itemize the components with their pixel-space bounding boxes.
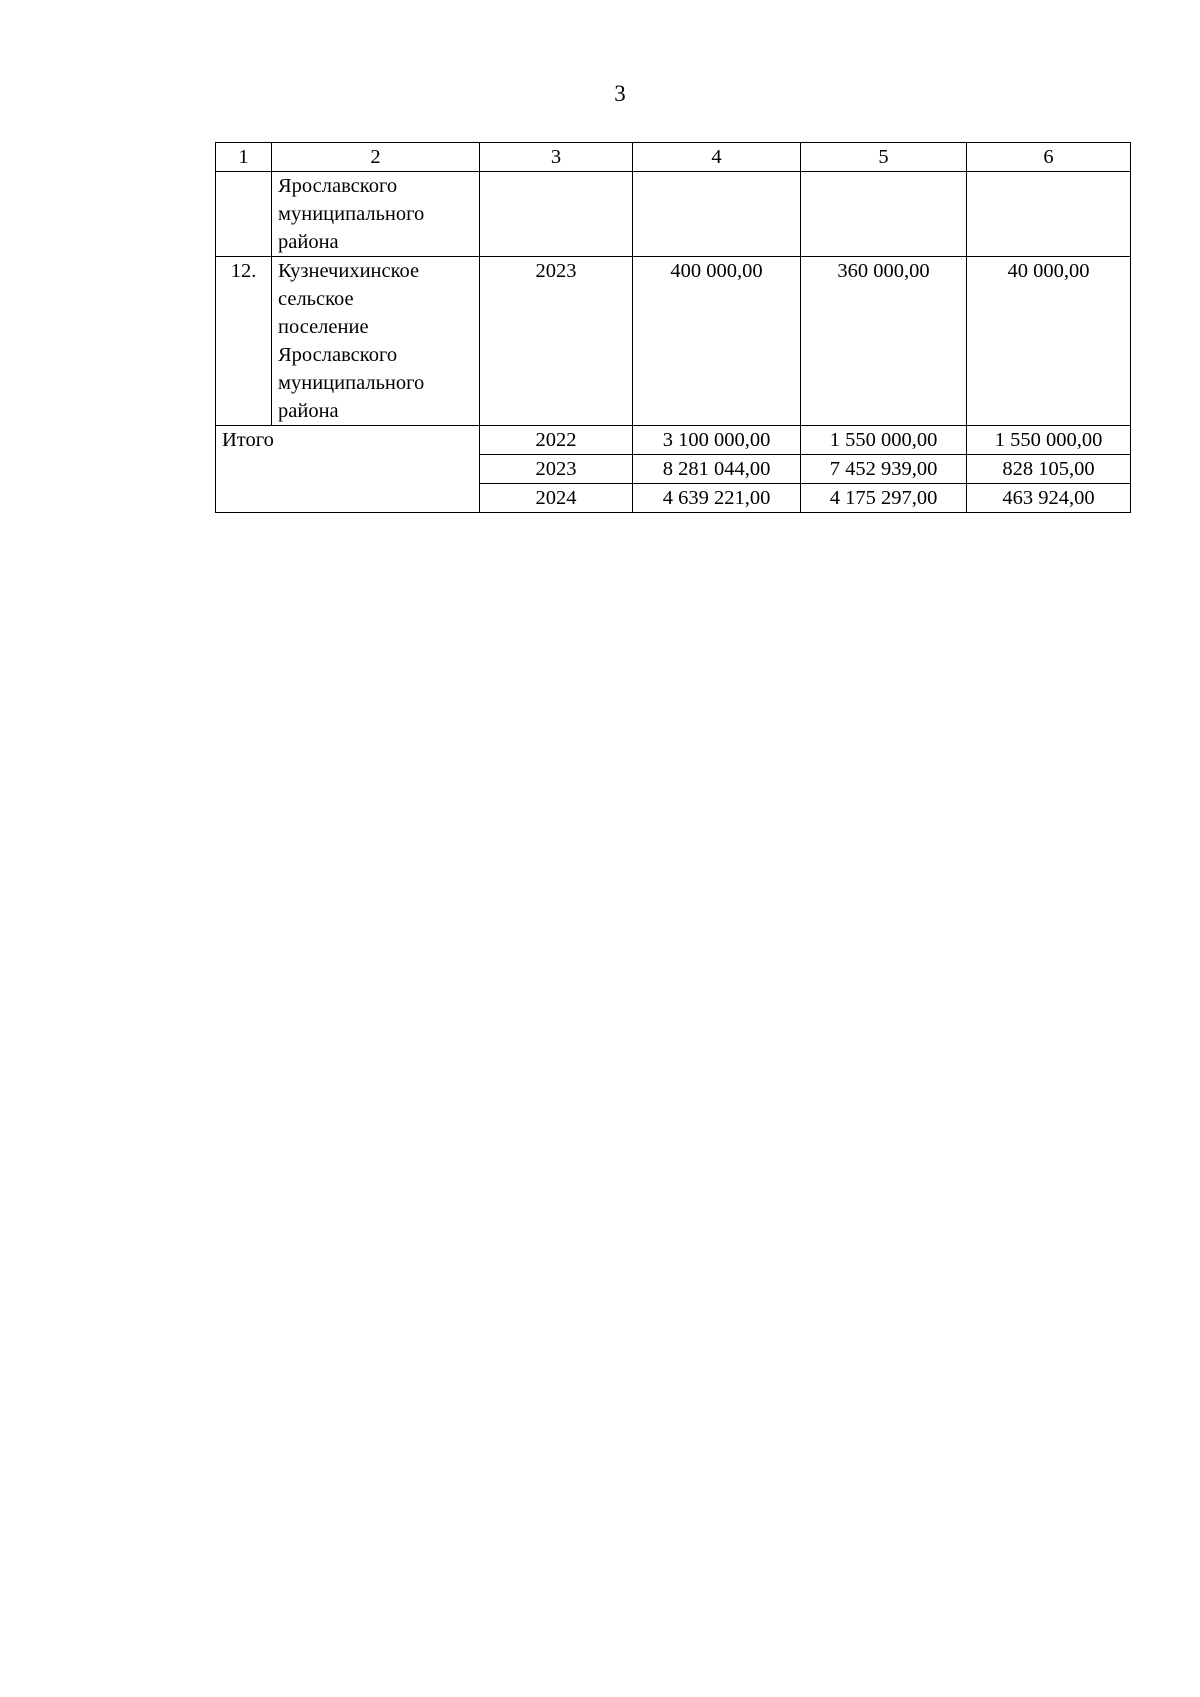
name-line: поселение xyxy=(278,316,369,338)
name-line: сельское xyxy=(278,288,354,310)
header-col-2: 2 xyxy=(272,143,480,172)
local-amount-cell: 40 000,00 xyxy=(967,257,1131,426)
municipality-name xyxy=(272,172,480,257)
header-col-3: 3 xyxy=(480,143,633,172)
totals-row xyxy=(216,426,1131,455)
name-line: муниципального xyxy=(278,203,425,225)
totals-total-cell: 8 281 044,00 xyxy=(633,455,801,484)
year-cell: 2023 xyxy=(480,257,633,426)
totals-regional-cell: 1 550 000,00 xyxy=(801,426,967,455)
name-line: района xyxy=(278,400,339,422)
totals-year-cell: 2022 xyxy=(480,426,633,455)
regional-amount-cell: 360 000,00 xyxy=(801,257,967,426)
header-col-1: 1 xyxy=(216,143,272,172)
table-header-row xyxy=(216,143,1131,172)
totals-total-cell: 4 639 221,00 xyxy=(633,484,801,513)
total-amount-cell: 400 000,00 xyxy=(633,257,801,426)
totals-local-cell: 1 550 000,00 xyxy=(967,426,1131,455)
name-line: Ярославского xyxy=(278,175,398,197)
municipality-name xyxy=(272,257,480,426)
budget-table xyxy=(215,142,1131,513)
total-amount-cell xyxy=(633,172,801,257)
year-cell xyxy=(480,172,633,257)
name-line: Ярославского xyxy=(278,344,398,366)
totals-regional-cell: 4 175 297,00 xyxy=(801,484,967,513)
page-number: 3 xyxy=(614,81,626,106)
table-row xyxy=(216,257,1131,426)
header-col-6: 6 xyxy=(967,143,1131,172)
row-number xyxy=(216,172,272,257)
row-number: 12. xyxy=(216,257,272,426)
name-line: Кузнечихинское xyxy=(278,260,420,282)
regional-amount-cell xyxy=(801,172,967,257)
totals-year-cell: 2024 xyxy=(480,484,633,513)
totals-year-cell: 2023 xyxy=(480,455,633,484)
header-col-4: 4 xyxy=(633,143,801,172)
totals-local-cell: 828 105,00 xyxy=(967,455,1131,484)
totals-total-cell: 3 100 000,00 xyxy=(633,426,801,455)
header-col-5: 5 xyxy=(801,143,967,172)
totals-regional-cell: 7 452 939,00 xyxy=(801,455,967,484)
local-amount-cell xyxy=(967,172,1131,257)
totals-label: Итого xyxy=(216,426,480,513)
totals-local-cell: 463 924,00 xyxy=(967,484,1131,513)
name-line: муниципального xyxy=(278,372,425,394)
name-line: района xyxy=(278,231,339,253)
table-row xyxy=(216,172,1131,257)
